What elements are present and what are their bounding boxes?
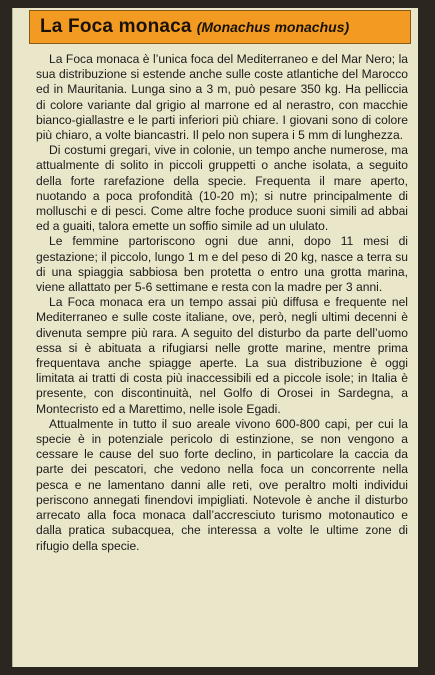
page-title: La Foca monaca (40, 16, 192, 37)
title-bar (29, 10, 411, 44)
paragraph-distribution: La Foca monaca era un tempo assai più diffusa e frequente nel Mediterraneo e sulle coste italiane, ove, però, negli ultimi decenni è divenuta sempre più rara. A seguito del disturbo da parte dell’uomo essa si è abituata a rifugiarsi nelle grotte marine, mentre prima frequentava anche spiagge aperte. La sua distribuzione è oggi limitata ai tratti di costa più inaccessibili ed a piccole isole; in Italia è presente, con discontinuità, nel Golfo di Orosei in Sardegna, a Montecristo ed a Marettimo, nelle isole Egadi. (36, 295, 408, 416)
paragraph-conservation: Attualmente in tutto il suo areale vivono 600-800 capi, per cui la specie è in potenziale pericolo di estinzione, se non vengono a cessare le cause del suo forte declino, in particolare la caccia da parte dei pescatori, che vedono nella foca un concorrente nella pesca e ne lamentano danni alle reti, ove peraltro molti individui periscono annegati finendovi impigliati. Notevole è anche il disturbo arrecato alla foca monaca dall’accresciuto turismo motonautico e dalla pratica subacquea, che interessa a volte le ultime zone di rifugio della specie. (36, 416, 408, 553)
paragraph-reproduction: Le femmine partoriscono ogni due anni, dopo 11 mesi di gestazione; il piccolo, lungo 1 m e del peso di 20 kg, nasce a terra su di una spiaggia sabbiosa ben protetta o entro una grotta marina, viene allattato per 5-6 settimane e resta con la madre per 3 anni. (36, 234, 408, 295)
info-panel (12, 8, 418, 667)
scientific-name: (Monachus monachus) (196, 19, 350, 35)
article-body (36, 52, 408, 554)
paragraph-behaviour: Di costumi gregari, vive in colonie, un tempo anche numerose, ma attualmente di solito in piccoli gruppetti o anche isolata, a seguito della forte rarefazione della specie. Frequenta il mare aperto, nuotando a poca profondità (10-20 m); si nutre principalmente di molluschi e di pesci. Come altre foche produce suoni simili ad abbai ed a guaiti, talora emette un soffio simile ad un ululato. (36, 143, 408, 234)
paragraph-description: La Foca monaca è l’unica foca del Mediterraneo e del Mar Nero; la sua distribuzione si estende anche sulle coste atlantiche del Marocco ed in Mauritania. Lunga sino a 3 m, può pesare 350 kg. Ha pelliccia di colore variante dal grigio al marrone ed al nerastro, con macchie bianco-giallastre e le parti inferiori più chiare. I giovani sono di colore più chiaro, a volte biancastri. Il pelo non supera i 5 mm di lunghezza. (36, 52, 408, 143)
